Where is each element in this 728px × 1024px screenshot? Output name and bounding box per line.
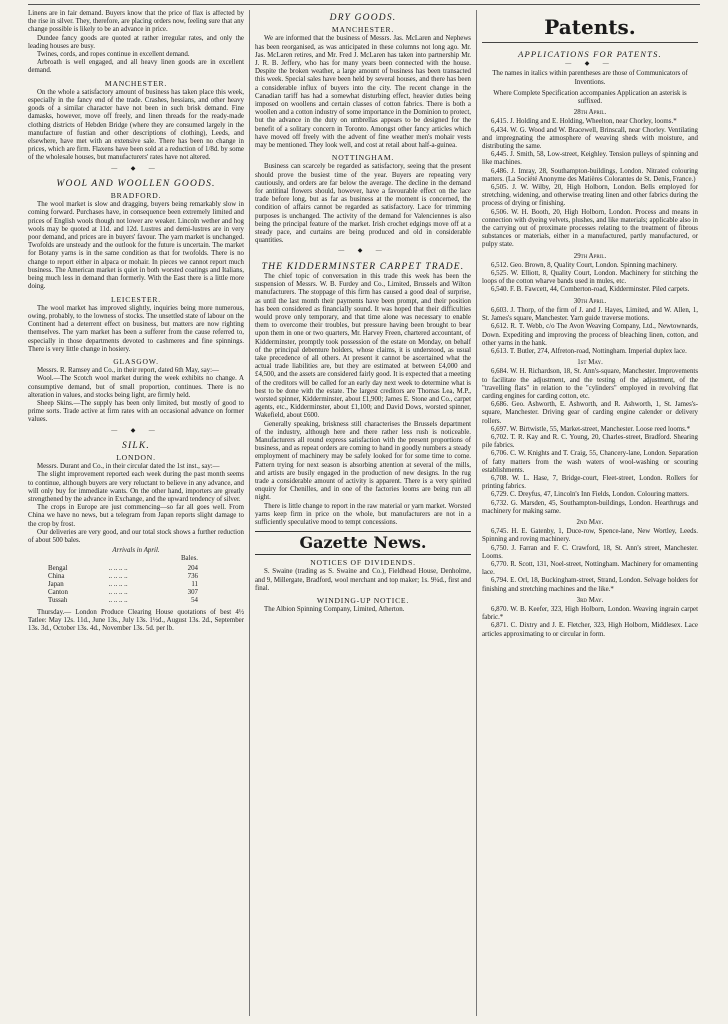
silk-section-heading: SILK. <box>122 440 150 451</box>
patent-entry: 6,612. R. T. Webb, c/o The Avon Weaving Company, Ltd., Newtownards, Down. Expediting and improving the process of bleaching linen, cotton, and other yarns in the hank. <box>482 323 698 347</box>
date-heading: 2nd May. <box>576 518 604 526</box>
glasgow-sheep-paragraph: Sheep Skins.—The supply has been only limited, but mostly of good to prime sorts. Trade active at firm rates with an occasional advance on former values. <box>28 399 244 424</box>
arrival-value: 204 <box>187 564 198 572</box>
manchester-paragraph: On the whole a satisfactory amount of business has taken place this week, especially in the fancy end of the trade. Crashes, hessians, and other heavy goods of a similar character have not been in such brisk demand. Fine damasks, however, move off freely, and linen threads for the ready-made clothing districts of Hebden Bridge (where they are consumed largely in the manufacture of fustian and other descriptions of clothing), Leeds, and elsewhere, have met with an extensive sale. There has been no change in prices, which are firm. Flaxens have been sold at a reduction of 1/8d. by some of the wholesale houses, but manufacturers' rates have not altered. <box>28 88 244 162</box>
table-row: Bengal .. .. .. .. 204 <box>48 564 198 572</box>
gazette-news-heading: Gazette News. <box>255 531 471 555</box>
kidderminster-paragraph: The chief topic of conversation in this trade this week has been the suspension of Messrs. W. B. Furdey and Co., Limited, Brussels and Wilton manufacturers. The stoppage of this firm has caused a good deal of surprise, as until the last month their payments have been prompt, and their position has been considered as financially sound. It was hoped that their difficulties would prove only temporary, and that time alone was necessary to enable them to overcome their troubles, but pressure having been brought to bear upon them in one or two quarters, Mr. Harvey Freen, chartered accountant, of Kidderminster, promptly took possession of the estate on Monday, on behalf of the principal debenture holders, whose claims, it is understood, as usual take precedence of all others. At present it cannot be ascertained what the actual trade liabilities are, but they are estimated at between £4,000 and £4,500, and the assets are considered fairly good. It is expected that a meeting of the creditors will be called for an early day next week to determine what is best to be done with the estate. The largest creditors are Thomas Lea, M.P., worsted spinner, Kidderminster, about £1,900; James E. Stone and Co., carpet agents, etc., Kidderminster, about £1,100; and David Dows, worsted spinner, Wakefield, about £600. <box>255 272 471 420</box>
date-heading: 30th April. <box>573 297 607 305</box>
divider-ornament: — ◆ — <box>111 427 161 434</box>
table-row: China .. .. .. .. 736 <box>48 572 198 580</box>
patent-entry: 6,506. W. H. Booth, 20, High Holborn, London. Process and means in connection with dyeing velvets, plushes, and like materials; applicable also in the carrying out of proximate processes relating to the treatment of fibrous substances or materials, either in a manufactured, partly manufactured, or pulpy state. <box>482 208 698 249</box>
arrivals-table <box>48 565 198 606</box>
patent-entry: 6,684. W. H. Richardson, 18, St. Ann's-square, Manchester. Improvements to facilitate the adjustment, and the testing of the adjustment, of the "travelling flats" in relation to the "cylinders" employed in revolving flat carding engines for carding cotton, etc. <box>482 368 698 400</box>
london-heading: LONDON. <box>116 452 156 462</box>
patent-entry: 6,613. T. Butler, 274, Alfreton-road, Nottingham. Imperial duplex lace. <box>491 347 687 355</box>
table-row: Canton .. .. .. .. 307 <box>48 589 198 597</box>
patent-entry: 6,745. H. E. Gatenby, 1, Duce-row, Spence-lane, New Wortley, Leeds. Spinning and roving machinery. <box>482 528 698 544</box>
patent-entry: 6,505. J. W. Wilby, 20, High Holborn, London. Bells employed for stretching, widening, and otherwise treating linen and other fabrics during the process of drying or finishing. <box>482 184 698 208</box>
patent-entry: 6,706. C. W. Knights and T. Craig, 55, Chancery-lane, London. Separation of fatty matters from the wash waters of wool-washing or scouring establishments. <box>482 450 698 474</box>
patent-entry: 6,686. Geo. Ashworth, E. Ashworth, and R. Ashworth, 1, St. James's-square, Manchester. Driving gear of carding engine calender or delivery rollers. <box>482 401 698 425</box>
dividends-heading: NOTICES OF DIVIDENDS. <box>310 558 416 568</box>
patent-entry: 6,603. J. Thorp, of the firm of J. and J. Hayes, Limited, and W. Allen, 1, St. James's square, Manchester. Yarn guide traverse motions. <box>482 306 698 323</box>
london-paragraph: Our deliveries are very good, and our total stock shows a further reduction of about 500 bales. <box>28 528 244 544</box>
arrivals-heading: Arrivals in April. <box>112 547 160 555</box>
column-3 <box>482 10 698 1020</box>
top-rule <box>28 4 700 5</box>
patent-entry: 6,525. W. Elliott, 8, Quality Court, London. Machinery for stitching the loops of the cotton wharve bands used in mules, etc. <box>482 270 698 286</box>
patent-entry: 6,540. F. B. Fawcett, 44, Comberton-road, Kidderminster. Piled carpets. <box>491 286 690 294</box>
dividends-paragraph: S. Swaine (trading as S. Swaine and Co.), Fieldhead House, Denholme, and 9, Millergate, Bradford, wool merchant and top maker; 1s. 9¼d., first and final. <box>255 568 471 592</box>
patent-entry: 6,445. J. Smith, 58, Low-street, Keighley. Tension pulleys of spinning and like machines. <box>482 151 698 167</box>
intro-note: The names in italics within parentheses are those of Communicators of Inventions. <box>492 70 688 86</box>
patent-entry: 6,794. E. Orl, 18, Buckingham-street, Strand, London. Selvage holders for finishing and stretching machines and the like.* <box>482 577 698 593</box>
london-paragraph: The slight improvement reported each week during the past month seems to continue, although buyers are very reluctant to believe in any advance, and will only buy for immediate wants. On the other hand, importers are greatly strengthened by the advance in Exchange, and the upward tendency of silver. <box>28 471 244 503</box>
arrival-place: Canton <box>48 589 68 597</box>
arrival-value: 11 <box>191 581 198 588</box>
leicester-paragraph: The wool market has improved slightly, inquiries being more numerous, owing, probably, to the lowness of stocks. The unsettled state of labour on the Continent had a deterrent effect on business, but matters are now righting themselves. The yarn market has been a sufferer from the cause referred to, especially in those departments devoted to cashmeres and fine spinnings. There is very little change in hosiery. <box>28 304 244 353</box>
arbroath-paragraph: Arbroath is well engaged, and all heavy linen goods are in excellent demand. <box>28 59 244 75</box>
winding-up-paragraph: The Albion Spinning Company, Limited, Atherton. <box>264 606 405 614</box>
date-heading: 1st May. <box>577 359 603 367</box>
date-heading: 29th April. <box>573 252 607 260</box>
patent-entry: 6,702. T. R. Kay and R. C. Young, 20, Charles-street, Bradford. Shearing pile fabrics. <box>482 433 698 450</box>
dry-goods-heading: DRY GOODS. <box>329 13 397 23</box>
twines-paragraph: Twines, cords, and ropes continue in excellent demand. <box>37 51 190 59</box>
arrival-place: Japan <box>48 581 64 588</box>
patent-entry: 6,486. J. Imray, 28, Southampton-buildings, London. Nitrated colouring matters. (La Société Anonyme des Matières Colorantes de St. Denis, France.) <box>482 167 698 183</box>
arrivals-unit: Bales. <box>180 555 198 563</box>
bradford-paragraph: The wool market is slow and dragging, buyers being remarkably slow in coming forward. Purchases have, in consequence been extremely limited and prices of English wools though not lower are weaker. Lincoln wether and hog wools may be quoted at 11d. and 12d. Lustres and demi-lustres are in very poor demand, and prices are in buyers' favour. The yarn market is unchanged. Twofolds are unsteady and the outlook for the future is uncertain. The market for Botany yarns is in the same condition as that for twofolds. There is no change to report either in alpaca or mohair. In pieces we cannot report much business. The American market is quiet in both worsted coatings and Italians, being much less in demand than formerly. With the East there is a little more doing. <box>28 201 244 291</box>
intro-note: Where Complete Specification accompanies Application an asterisk is suffixed. <box>493 89 687 106</box>
winding-up-heading: WINDING-UP NOTICE. <box>316 596 410 605</box>
divider-ornament: — ◆ — <box>111 165 161 172</box>
date-heading: 3rd May. <box>576 596 604 604</box>
glasgow-wool-paragraph: Wool.—The Scotch wool market during the week exhibits no change. A consumptive demand, but of small proportion, continues. There is no alteration in values, and stocks being light, are firmly held. <box>28 375 244 399</box>
table-row: Tussah .. .. .. .. 54 <box>48 597 198 605</box>
thursday-paragraph: Thursday.— London Produce Clearing House quotations of best 4½ Tatlee: May 12s. 11d., June 13s., July 13s. 1½d., August 13s. 2d., September 13s. 3d., October 13s. 4d., November 13s. 5d. per lb. <box>28 608 244 633</box>
table-row: Japan .. .. .. .. 11 <box>48 581 198 588</box>
leicester-heading: LEICESTER. <box>111 294 161 304</box>
dundee-paragraph: Dundee fancy goods are quoted at rather irregular rates, and only the leading houses are busy. <box>28 34 244 50</box>
date-heading: 28th April. <box>573 109 607 117</box>
column-rule <box>476 10 477 1016</box>
manchester-heading: MANCHESTER. <box>331 25 395 35</box>
column-rule <box>249 10 250 1016</box>
patent-entry: 6,434. W. G. Wood and W. Bracewell, Brinscall, near Chorley. Ventilating and impregnating the atmosphere of weaving sheds with moisture, and distributing the same. <box>482 126 698 151</box>
nottingham-paragraph: Business can scarcely be regarded as satisfactory, seeing that the present should prove the busiest time of the year. Buyers are repeating very cautiously, and orders are far below the average. The decline in the demand for antitinal flowers should, however, have a favourable effect on the lace trade before long, but as far as business at the moment is concerned, the condition of affairs cannot be regarded as satisfactory. Lace for trimming purposes is unchanged. The activity of the demand for Valenciennes is also being the principal feature of the market. Irish crochet edgings move off at a steady pace, and curtains are being produced and old in considerable quantities. <box>255 163 471 245</box>
patent-entry: 6,415. J. Holding and E. Holding, Wheelton, near Chorley, looms.* <box>491 118 677 126</box>
patent-entry: 6,750. J. Farran and F. C. Crawford, 18, St. Ann's street, Manchester. Looms. <box>482 544 698 560</box>
glasgow-heading: GLASGOW. <box>113 356 159 366</box>
column-2 <box>255 10 471 1020</box>
column-1 <box>28 10 244 1020</box>
patent-entry: 6,770. R. Scott, 131, Noel-street, Nottingham. Machinery for ornamenting lace. <box>482 560 698 577</box>
patent-entry: 6,708. W. L. Hase, 7, Bridge-court, Fleet-street, London. Rollers for printing fabrics. <box>482 474 698 491</box>
linen-paragraph: Linens are in fair demand. Buyers know that the price of flax is affected by the rise in silver. They, therefore, are placing orders now, feeling sure that any change possible is likely to be an advance in price. <box>28 10 244 34</box>
kidderminster-paragraph: Generally speaking, briskness still characterises the Brussels department of the industry, although here and there rather less rush is noticeable. Manufacturers all round express satisfaction with the present proportions of business, and as repeat orders are coming to hand in goodly numbers a steady employment of machinery may be safely looked for for some time to come. Pattern trying for next season is absorbing attention at several of the mills, and artists are busily engaged in the production of new designs. In the rug trade a considerable amount of activity is apparent. There is a very spirited enquiry for Chenilles, and in one of the factories looms are being run all night. <box>255 420 471 502</box>
patents-heading: Patents. <box>544 15 636 39</box>
arrival-place: Tussah <box>48 597 68 605</box>
london-paragraph: Messrs. Durant and Co., in their circular dated the 1st inst., say:— <box>37 463 220 471</box>
arrival-value: 307 <box>187 589 198 597</box>
kidderminster-heading: THE KIDDERMINSTER CARPET TRADE. <box>261 261 465 272</box>
manchester-paragraph: We are informed that the business of Messrs. Jas. McLaren and Nephews has been reorganised, as was anticipated in these columns not long ago. Mr. Jas. McLaren retires, and Mr. Fred J. McLaren has taken into partnership Mr. J. R. B. Jeffery, who has for many years been connected with the house. Despite the broken weather, a large amount of business has been transacted this week. Special sales have been held by several houses, and there has been a considerable influx of buyers into the city. The recent change in the Canadian tariff has had a somewhat disturbing effect, heavier duties being imposed on woollens and certain classes of cotton fabrics. There is both a woollen and a cotton industry of some importance in the Dominion to protect, but the advance in the duty on umbrellas appears to be designed for the benefit of a solitary concern in Toronto. Amongst other fancy articles which have moved off freely with the advent of fine weather men's mohair vests may be mentioned. They look well, and cost at retail about half-a-guinea. <box>255 35 471 150</box>
patent-entry: 6,870. W. B. Keefer, 323, High Holborn, London. Weaving ingrain carpet fabric.* <box>482 606 698 622</box>
arrival-place: China <box>48 572 65 580</box>
nottingham-heading: NOTTINGHAM. <box>331 153 395 163</box>
patent-entry: 6,871. C. Dixtry and J. E. Fletcher, 323, High Holborn, Middlesex. Lace articles approximating to or circular in form. <box>482 622 698 638</box>
arrival-value: 736 <box>187 572 198 580</box>
wool-section-heading: WOOL AND WOOLLEN GOODS. <box>56 178 216 189</box>
divider-ornament: — ◆ — <box>338 248 388 255</box>
london-paragraph: The crops in Europe are just commencing—so far all goes well. From China we have no news, but a telegram from Japan reports slight damage to the crop by frost. <box>28 504 244 528</box>
divider-ornament: — ◆ — <box>565 61 615 68</box>
heading-rule <box>482 42 698 43</box>
manchester-heading: MANCHESTER. <box>104 78 168 88</box>
patent-entry: 6,512. Geo. Brown, 8, Quality Court, London. Spinning machinery. <box>491 261 678 269</box>
arrival-value: 54 <box>191 597 198 605</box>
kidderminster-paragraph: There is little change to report in the raw material or yarn market. Worsted yarns keep firm in price on the whole, but manufacturers are not in a sufficiently speculative mood to tempt concessions. <box>255 502 471 526</box>
patent-entry: 6,732. G. Marsden, 45, Southampton-buildings, London. Hearthrugs and machinery for making same. <box>482 499 698 515</box>
bradford-heading: BRADFORD. <box>110 191 162 201</box>
glasgow-intro: Messrs. R. Ramsey and Co., in their report, dated 6th May, say:— <box>37 367 219 375</box>
patent-entry: 6,729. C. Dreyfus, 47, Lincoln's Inn Fields, London. Colouring matters. <box>491 491 689 499</box>
arrival-place: Bengal <box>48 564 68 572</box>
patent-entry: 6,697. W. Birtwistle, 55, Market-street, Manchester. Loose reed looms.* <box>491 425 691 433</box>
applications-heading: APPLICATIONS FOR PATENTS. <box>518 49 662 59</box>
